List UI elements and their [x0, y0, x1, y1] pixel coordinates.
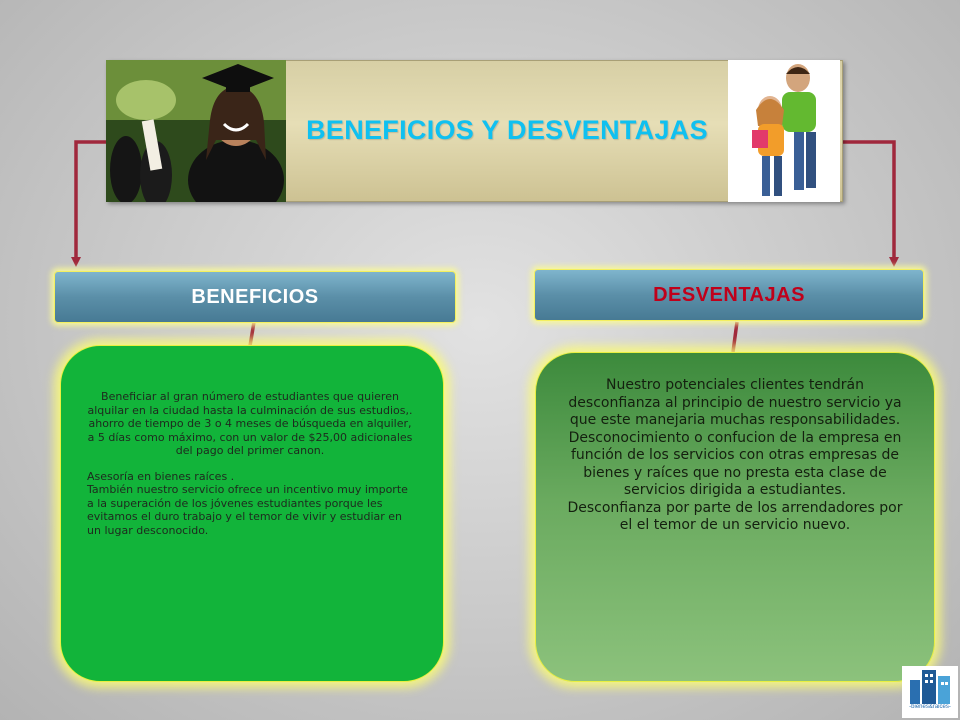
disadvantage-item-1 — [564, 377, 906, 430]
connector-benefits-to-box — [250, 322, 254, 346]
disadvantage-text-2: Desconocimiento o confucion de la empresa en función de los servicios con otras empresas de bienes y raíces que no presta esta clase de servicios dirigida a estudiantes. — [568, 429, 902, 498]
disadvantages-box — [535, 352, 935, 682]
benefits-paragraph-2: Asesoría en bienes raíces . — [87, 469, 235, 483]
disadvantages-header: DESVENTAJAS — [534, 269, 924, 321]
disadvantage-item-2 — [564, 430, 906, 500]
benefits-paragraph-3: También nuestro servicio ofrece un incentivo muy importe a la superación de los jóvenes estudiantes porque les evitamos el duro trabajo y el temor de vivir y estudiar en un lugar desconocido. — [87, 483, 408, 537]
benefits-box — [60, 345, 444, 682]
disadvantage-item-3 — [564, 500, 906, 535]
benefits-paragraph-1: Beneficiar al gran número de estudiantes que quieren alquilar en la ciudad hasta la culminación de sus estudios,. ahorro de tiempo de 3 o 4 meses de búsqueda en alquiler, a 5 días como máximo, con un valor de $25,00 adicionales del pago del primer canon. — [87, 390, 413, 457]
connector-left — [76, 142, 106, 262]
buildings-icon — [902, 666, 958, 706]
connector-disadvantages-to-box — [733, 322, 737, 352]
graduates-photo — [106, 60, 286, 202]
page-title: BENEFICIOS Y DESVENTAJAS — [306, 115, 708, 145]
disadvantage-text-3: Desconfianza por parte de los arrendadores por el el temor de un servicio nuevo. — [567, 499, 903, 533]
benefits-header: BENEFICIOS — [54, 271, 456, 323]
connector-right — [840, 142, 894, 262]
students-photo — [728, 60, 840, 202]
company-logo — [902, 666, 958, 718]
logo-text: -bienes&raices- — [909, 704, 951, 710]
disadvantage-text-1: Nuestro potenciales clientes tendrán desconfianza al principio de nuestro servicio ya que este manejaria muchas responsabilidades. — [568, 377, 902, 428]
